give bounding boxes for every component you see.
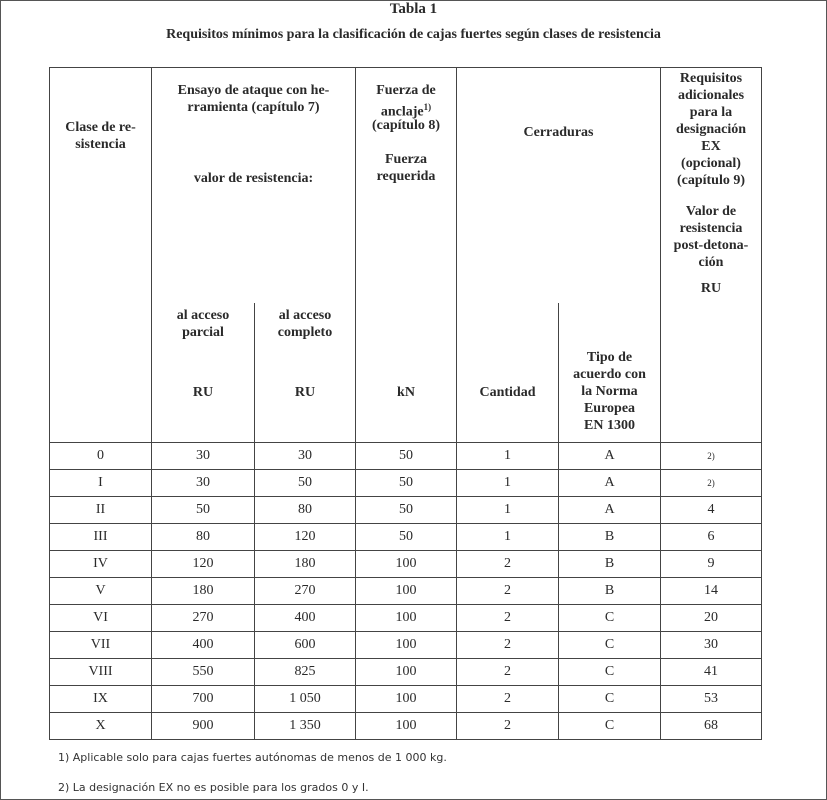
table-cell-complete: 180: [255, 551, 356, 578]
table-cell-partial: 50: [152, 497, 255, 524]
header-complete-access: [255, 303, 356, 443]
header-lock-type-label: Tipo de acuerdo con la Norma Europea EN 1300: [573, 349, 646, 433]
table-cell-type: B: [559, 524, 661, 551]
header-quantity: [457, 303, 559, 443]
header-kn-unit: kN: [397, 385, 415, 400]
table-cell-class: II: [50, 497, 152, 524]
table-title: Tabla 1: [389, 1, 438, 17]
header-locks-label: Cerraduras: [523, 125, 594, 140]
table-cell-qty: 2: [457, 632, 559, 659]
table-cell-ex: 41: [661, 659, 762, 686]
table-cell-force: 50: [356, 470, 457, 497]
table-cell-partial: 120: [152, 551, 255, 578]
table-cell-class: IX: [50, 686, 152, 713]
table-cell-partial: 270: [152, 605, 255, 632]
header-required-force: Fuerza requerida: [376, 152, 436, 184]
table-cell-type: A: [559, 470, 661, 497]
table-row: [50, 605, 762, 632]
table-cell-partial: 550: [152, 659, 255, 686]
table-cell-partial: 180: [152, 578, 255, 605]
table-row: [50, 443, 762, 470]
table-cell-ex: 53: [661, 686, 762, 713]
table-cell-type: C: [559, 605, 661, 632]
table-cell-force: 100: [356, 578, 457, 605]
table-cell-type: C: [559, 659, 661, 686]
table-row: [50, 470, 762, 497]
table-cell-qty: 1: [457, 470, 559, 497]
table-row: [50, 497, 762, 524]
table-cell-ex: 9: [661, 551, 762, 578]
table-cell-force: 100: [356, 686, 457, 713]
table-cell-qty: 1: [457, 524, 559, 551]
header-attack-test-label: Ensayo de ataque con he- rramienta (capítulo 7): [177, 83, 330, 115]
table-cell-qty: 1: [457, 497, 559, 524]
table-cell-complete: 30: [255, 443, 356, 470]
header-additional: [661, 68, 762, 443]
table-cell-ex: 20: [661, 605, 762, 632]
table-row: [50, 551, 762, 578]
table-cell-force: 100: [356, 632, 457, 659]
table-cell-force: 100: [356, 605, 457, 632]
table-row: [50, 578, 762, 605]
table-cell-type: B: [559, 551, 661, 578]
resistance-table: [49, 67, 762, 740]
table-cell-type: A: [559, 443, 661, 470]
header-partial-access: [152, 303, 255, 443]
table-cell-ex: 2): [661, 443, 762, 470]
table-cell-complete: 80: [255, 497, 356, 524]
header-quantity-label: Cantidad: [479, 384, 536, 400]
header-ru-post: RU: [700, 281, 722, 296]
table-row: [50, 713, 762, 740]
table-cell-force: 100: [356, 713, 457, 740]
table-cell-qty: 1: [457, 443, 559, 470]
table-cell-qty: 2: [457, 686, 559, 713]
header-locks: [457, 68, 661, 303]
table-cell-type: C: [559, 632, 661, 659]
table-cell-partial: 30: [152, 470, 255, 497]
table-cell-qty: 2: [457, 578, 559, 605]
header-ru-complete: RU: [294, 384, 316, 400]
table-cell-ex: 6: [661, 524, 762, 551]
table-cell-complete: 825: [255, 659, 356, 686]
table-cell-qty: 2: [457, 605, 559, 632]
table-row: [50, 686, 762, 713]
anchor-footnote-mark: 1): [423, 102, 432, 112]
table-cell-qty: 2: [457, 713, 559, 740]
table-cell-complete: 600: [255, 632, 356, 659]
table-cell-force: 100: [356, 551, 457, 578]
table-cell-force: 50: [356, 497, 457, 524]
header-additional-label: Requisitos adicionales para la designación EX (opcional) (capítulo 9): [675, 71, 746, 188]
table-cell-class: 0: [50, 443, 152, 470]
table-cell-partial: 30: [152, 443, 255, 470]
table-cell-complete: 1 050: [255, 686, 356, 713]
table-cell-type: A: [559, 497, 661, 524]
table-cell-force: 50: [356, 443, 457, 470]
table-cell-partial: 80: [152, 524, 255, 551]
header-anchor-label: Fuerza de anclaje: [376, 83, 436, 120]
table-cell-type: C: [559, 686, 661, 713]
table-cell-complete: 270: [255, 578, 356, 605]
header-post-detonation: Valor de resistencia post-detona- ción: [673, 204, 749, 270]
table-cell-class: X: [50, 713, 152, 740]
table-row: [50, 659, 762, 686]
header-anchor-force: [356, 68, 457, 443]
table-cell-class: IV: [50, 551, 152, 578]
header-attack-test: [152, 68, 356, 303]
table-cell-class: III: [50, 524, 152, 551]
table-subtitle: Requisitos mínimos para la clasificación de cajas fuertes según clases de resistencia: [166, 27, 661, 42]
header-resistance-value: valor de resistencia:: [193, 171, 314, 186]
table-cell-qty: 2: [457, 659, 559, 686]
table-cell-complete: 50: [255, 470, 356, 497]
table-cell-type: C: [559, 713, 661, 740]
table-cell-partial: 700: [152, 686, 255, 713]
header-class-label: Clase de re- sistencia: [65, 120, 136, 152]
header-lock-type: [559, 303, 661, 443]
footnote-2: 2) La designación EX no es posible para los grados 0 y I.: [58, 781, 369, 794]
header-partial-label: al acceso parcial: [176, 307, 230, 340]
table-cell-force: 100: [356, 659, 457, 686]
table-cell-partial: 900: [152, 713, 255, 740]
table-row: [50, 632, 762, 659]
table-cell-force: 50: [356, 524, 457, 551]
table-cell-class: I: [50, 470, 152, 497]
table-cell-complete: 400: [255, 605, 356, 632]
table-cell-qty: 2: [457, 551, 559, 578]
header-anchor-chapter: (capítulo 8): [371, 118, 441, 133]
table-cell-ex: 14: [661, 578, 762, 605]
table-cell-class: VIII: [50, 659, 152, 686]
header-ru-partial: RU: [192, 384, 214, 400]
table-cell-class: VII: [50, 632, 152, 659]
header-complete-label: al acceso completo: [277, 307, 333, 340]
table-cell-ex: 2): [661, 470, 762, 497]
table-cell-ex: 4: [661, 497, 762, 524]
table-cell-ex: 68: [661, 713, 762, 740]
table-cell-ex: 30: [661, 632, 762, 659]
table-cell-partial: 400: [152, 632, 255, 659]
header-class: [50, 68, 152, 443]
table-cell-class: VI: [50, 605, 152, 632]
table-row: [50, 524, 762, 551]
table-cell-complete: 1 350: [255, 713, 356, 740]
table-cell-complete: 120: [255, 524, 356, 551]
table-cell-class: V: [50, 578, 152, 605]
footnote-1: 1) Aplicable solo para cajas fuertes autónomas de menos de 1 000 kg.: [58, 751, 447, 764]
table-cell-type: B: [559, 578, 661, 605]
